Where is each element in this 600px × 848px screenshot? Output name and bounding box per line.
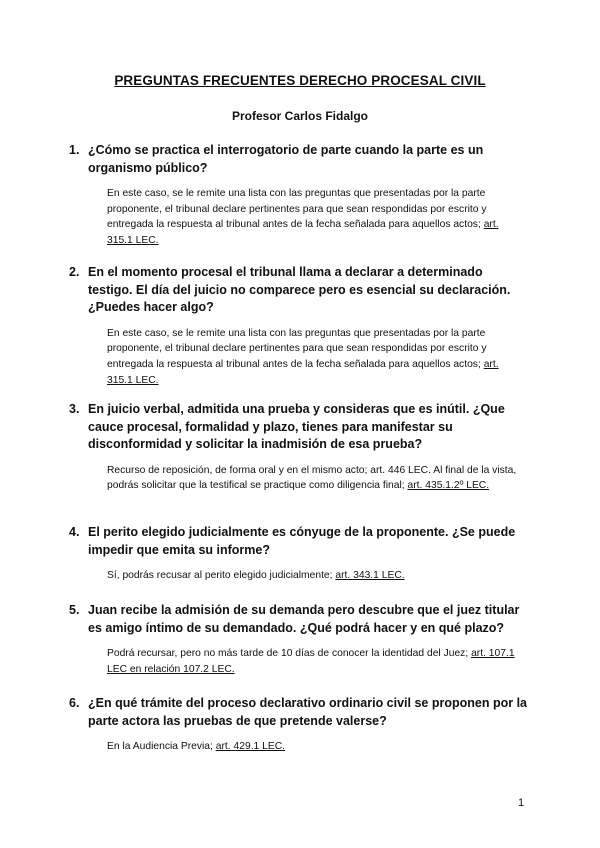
question-number: 3. <box>69 402 80 416</box>
question-text: En el momento procesal el tribunal llama a declarar a determinado testigo. El día del juicio no comparece pero es esencial su declaración. ¿Puedes hacer algo? <box>88 265 511 314</box>
question-number: 4. <box>69 525 80 539</box>
question-text: Juan recibe la admisión de su demanda pero descubre que el juez titular es amigo íntimo de su demandado. ¿Qué podrá hacer y en qué plazo? <box>88 603 520 635</box>
question-item <box>69 695 528 755</box>
legal-reference: art. 435.1.2º LEC. <box>407 480 490 492</box>
question-item <box>69 524 528 584</box>
answer-body: Recurso de reposición, de forma oral y en el mismo acto; art. 446 LEC. Al final de la vista, podrás solicitar que la testifical se practique como diligencia final; <box>107 464 517 492</box>
question-number: 1. <box>69 143 80 157</box>
question-text: El perito elegido judicialmente es cónyuge de la proponente. ¿Se puede impedir que emita su informe? <box>88 525 516 557</box>
answer-text <box>88 326 521 389</box>
question-number: 6. <box>69 696 80 710</box>
question-item <box>69 401 528 494</box>
question-text: En juicio verbal, admitida una prueba y consideras que es inútil. ¿Que cauce procesal, formalidad y plazo, tienes para manifestar su disconformidad y solicitar la inadmisión de esa prueba? <box>88 402 505 451</box>
legal-reference: art. 107.1 LEC en relación 107.2 LEC. <box>107 648 515 675</box>
legal-reference: art. 315.1 LEC. <box>107 358 499 386</box>
page-number: 1 <box>518 797 525 809</box>
question-item <box>69 142 528 249</box>
question-number: 5. <box>69 603 80 617</box>
answer-text <box>88 646 521 677</box>
answer-text <box>88 186 521 249</box>
legal-reference: art. 343.1 LEC. <box>335 570 405 581</box>
answer-body: En este caso, se le remite una lista con las preguntas que presentadas por la parte proponente, el tribunal declare pertinentes para que sean respondidas por escrito y entregada la respuesta al tribunal antes de la fecha señalada para aquellos actos; <box>107 188 487 231</box>
answer-text <box>88 739 521 755</box>
question-number: 2. <box>69 265 80 279</box>
legal-reference: art. 315.1 LEC. <box>107 219 499 247</box>
answer-text <box>88 463 521 494</box>
answer-text <box>88 568 521 584</box>
legal-reference: art. 429.1 LEC. <box>215 741 286 752</box>
question-item <box>69 602 528 677</box>
answer-body: En la Audiencia Previa; <box>107 741 213 752</box>
answer-body: Podrá recursar, pero no más tarde de 10 días de conocer la identidad del Juez; <box>107 648 469 659</box>
answer-body: En este caso, se le remite una lista con las preguntas que presentadas por la parte proponente, el tribunal declare pertinentes para que sean respondidas por escrito y entregada la respuesta al tribunal antes de la fecha señalada para aquellos actos; <box>107 327 487 370</box>
question-text: ¿Cómo se practica el interrogatorio de parte cuando la parte es un organismo público? <box>88 143 484 175</box>
question-text: ¿En qué trámite del proceso declarativo ordinario civil se proponen por la parte actora las pruebas de que pretende valerse? <box>88 696 527 728</box>
document-author: Profesor Carlos Fidalgo <box>231 109 369 123</box>
answer-body: Sí, podrás recusar al perito elegido judicialmente; <box>107 570 333 581</box>
question-item <box>69 264 528 388</box>
document-title: PREGUNTAS FRECUENTES DERECHO PROCESAL CIVIL <box>114 73 486 88</box>
